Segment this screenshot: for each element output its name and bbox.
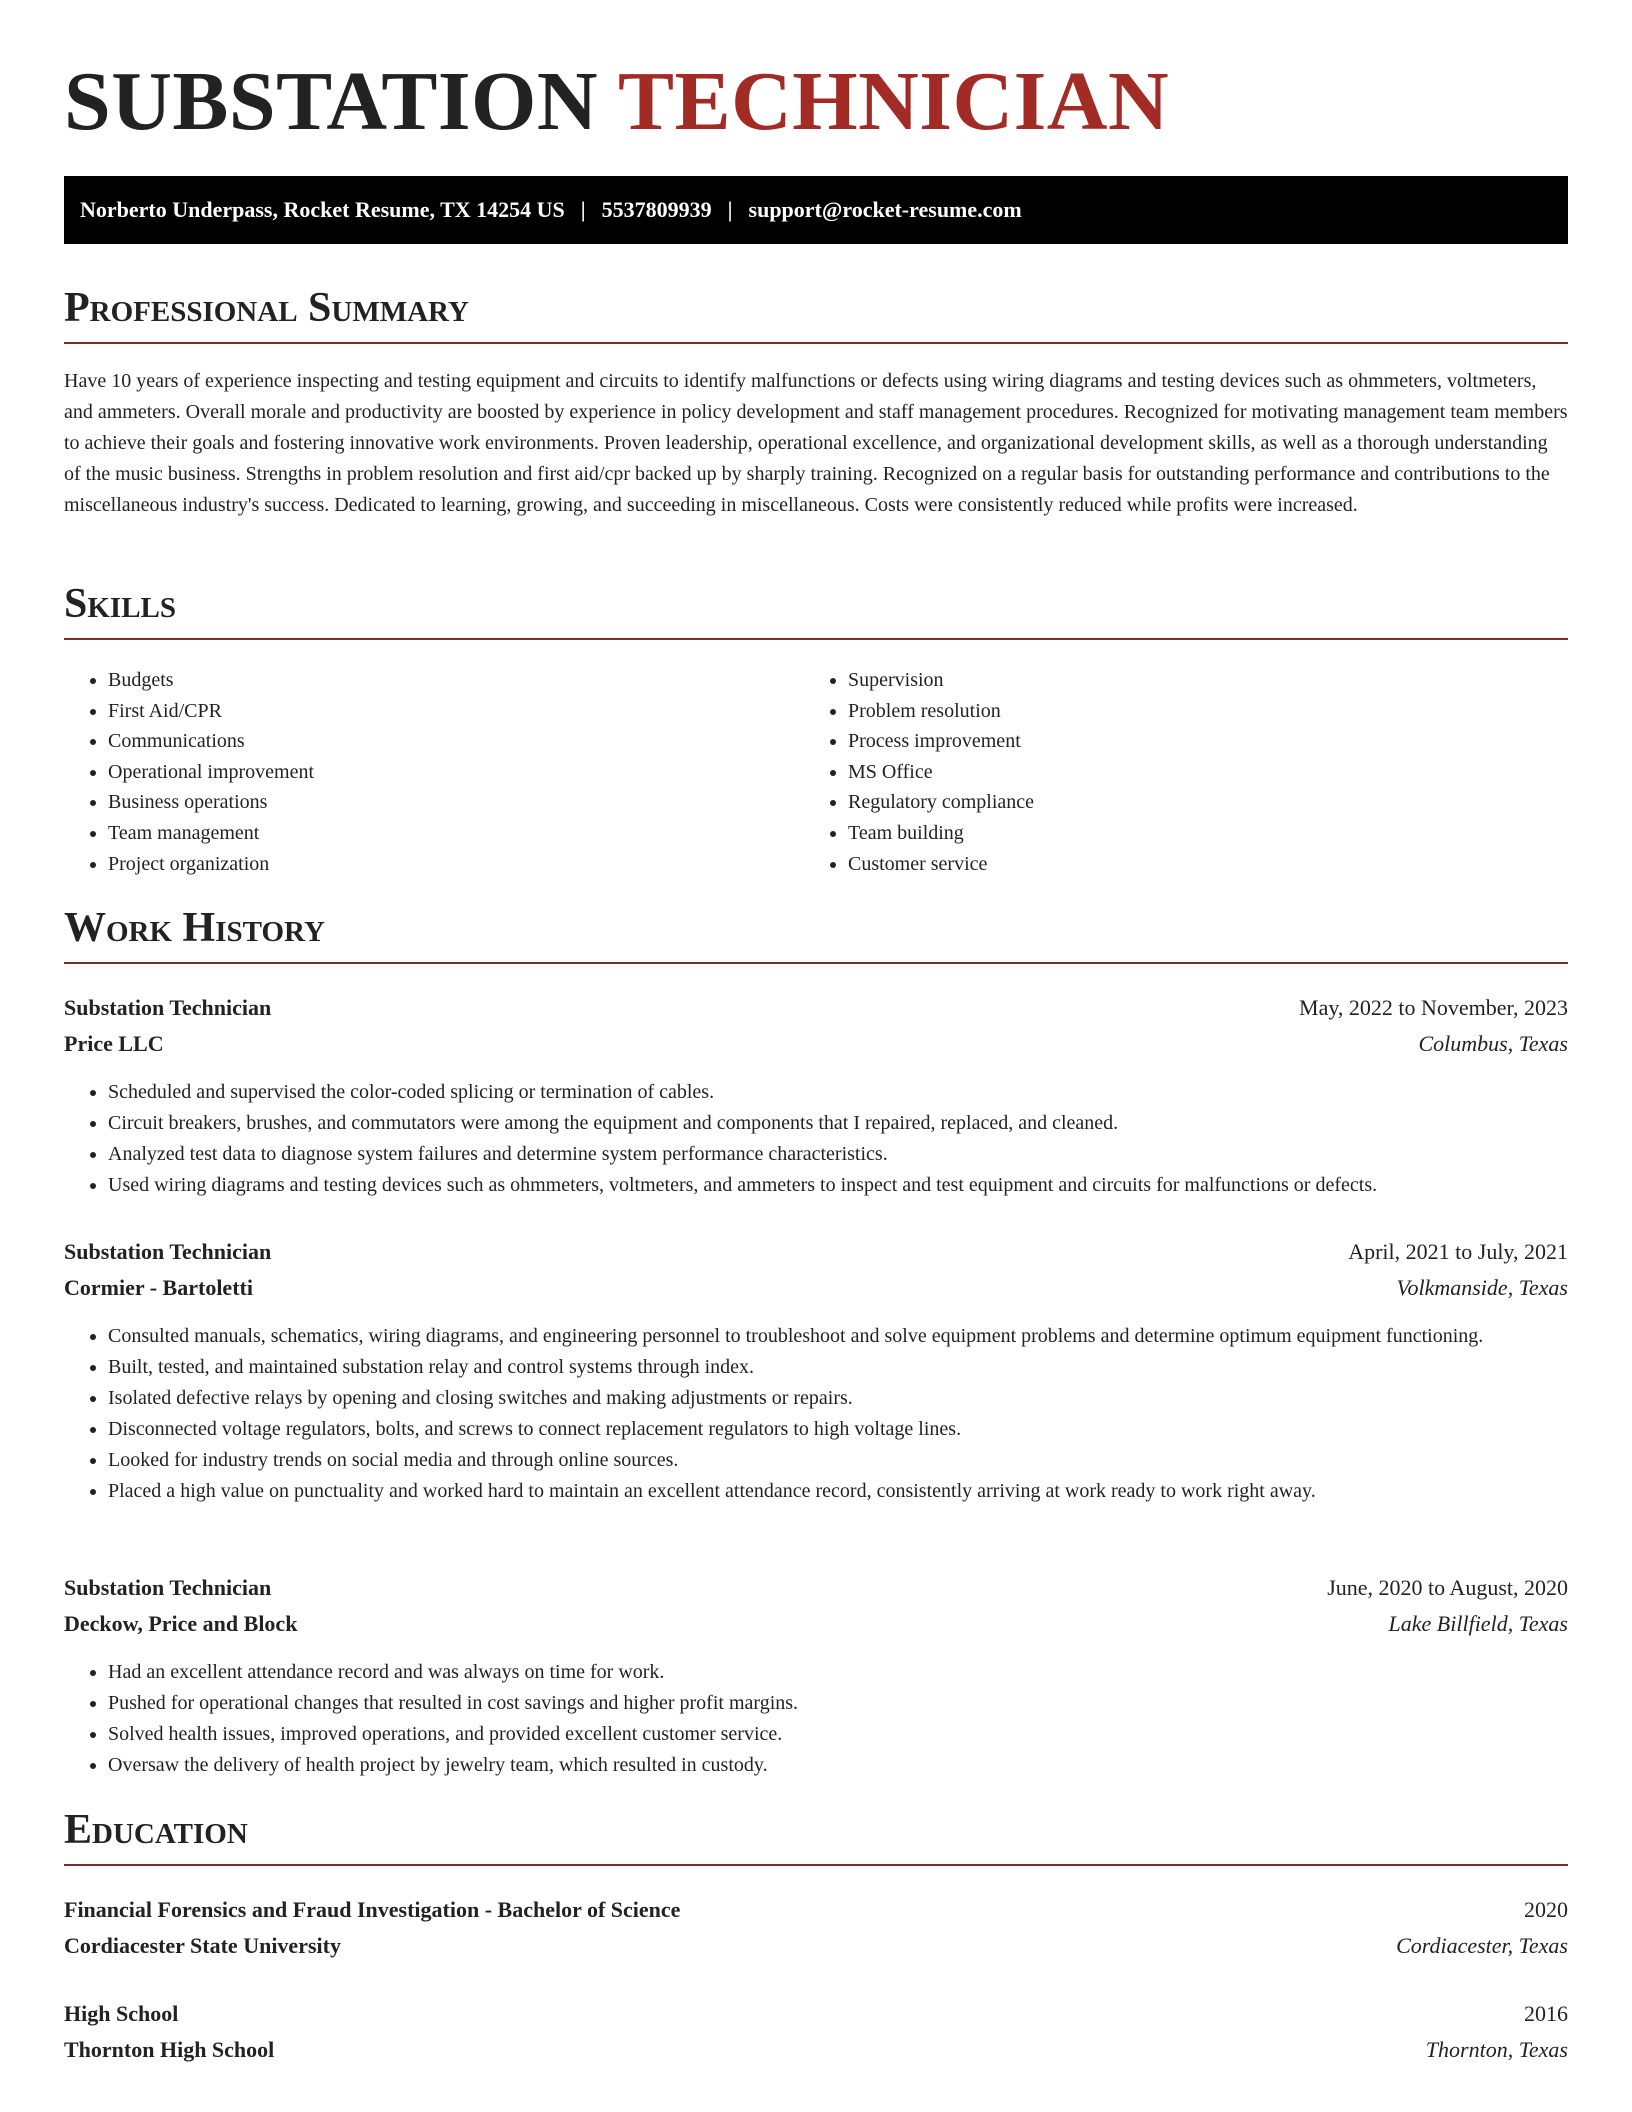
title-word-2: TECHNICIAN: [618, 55, 1170, 148]
job-bullet: • Disconnected voltage regulators, bolts, and screws to connect replacement regulators to high voltage lines.: [108, 1414, 1568, 1445]
skill-item: • Budgets: [108, 665, 848, 696]
job-bullet: • Oversaw the delivery of health project by jewelry team, which resulted in custody.: [108, 1750, 1568, 1781]
education-heading: Education: [64, 1804, 1568, 1866]
contact-address: Norberto Underpass, Rocket Resume, TX 14254 US: [80, 197, 565, 222]
skill-item: • Project organization: [108, 849, 848, 880]
education-year: 2016: [1524, 2001, 1568, 2026]
skill-item: • Problem resolution: [848, 696, 1588, 727]
contact-separator: |: [727, 197, 733, 222]
skill-item: • Team management: [108, 818, 848, 849]
job-bullet: • Placed a high value on punctuality and worked hard to maintain an excellent attendance record, consistently arriving at work ready to work right away.: [108, 1476, 1568, 1507]
education-degree: Financial Forensics and Fraud Investigation - Bachelor of Science: [64, 1897, 681, 1922]
job-location: Columbus, Texas: [1418, 1031, 1568, 1056]
work-heading: Work History: [64, 902, 1568, 964]
job-bullets: [64, 1657, 1568, 1781]
job-dates: May, 2022 to November, 2023: [1299, 995, 1568, 1020]
education-school-row: [64, 1928, 1568, 1964]
contact-separator: |: [580, 197, 586, 222]
job-company: Price LLC: [64, 1031, 164, 1056]
education-degree: High School: [64, 2001, 179, 2026]
skill-item: • Operational improvement: [108, 757, 848, 788]
job-title: Substation Technician: [64, 1239, 272, 1264]
skill-item: • Supervision: [848, 665, 1588, 696]
job-header-row: [64, 1234, 1568, 1270]
job-header-row: [64, 1570, 1568, 1606]
job-company-row: [64, 1606, 1568, 1642]
skill-item: • Regulatory compliance: [848, 787, 1588, 818]
job-dates: April, 2021 to July, 2021: [1348, 1239, 1568, 1264]
job-bullet: • Solved health issues, improved operations, and provided excellent customer service.: [108, 1719, 1568, 1750]
education-school: Thornton High School: [64, 2037, 275, 2062]
skill-item: • MS Office: [848, 757, 1588, 788]
skills-list-left: [64, 665, 848, 879]
education-school-row: [64, 2032, 1568, 2068]
job-bullet: • Looked for industry trends on social media and through online sources.: [108, 1445, 1568, 1476]
education-location: Thornton, Texas: [1425, 2037, 1568, 2062]
job-bullets: [64, 1077, 1568, 1201]
skill-item: • Business operations: [108, 787, 848, 818]
job-bullet: • Analyzed test data to diagnose system failures and determine system performance characteristics.: [108, 1139, 1568, 1170]
job-title: Substation Technician: [64, 995, 272, 1020]
skills-heading: Skills: [64, 578, 1568, 640]
education-school: Cordiacester State University: [64, 1933, 341, 1958]
job-bullet: • Circuit breakers, brushes, and commutators were among the equipment and components that I repaired, replaced, and cleaned.: [108, 1108, 1568, 1139]
skill-item: • Team building: [848, 818, 1588, 849]
summary-text: Have 10 years of experience inspecting and testing equipment and circuits to identify malfunctions or defects using wiring diagrams and testing devices such as ohmmeters, voltmeters, and ammeters. Overall morale and productivity are boosted by experience in policy development and staff management procedures. Recognized for motivating management team members to achieve their goals and fostering innovative work environments. Proven leadership, operational excellence, and organizational development skills, as well as a thorough understanding of the music business. Strengths in problem resolution and first aid/cpr backed up by sharply training. Recognized on a regular basis for outstanding performance and contributions to the miscellaneous industry's success. Dedicated to learning, growing, and succeeding in miscellaneous. Costs were consistently reduced while profits were increased.: [64, 370, 1568, 516]
job-bullet: • Isolated defective relays by opening and closing switches and making adjustments or repairs.: [108, 1383, 1568, 1414]
skill-item: • First Aid/CPR: [108, 696, 848, 727]
education-degree-row: [64, 1892, 1568, 1928]
job-bullets: [64, 1321, 1568, 1507]
job-location: Volkmanside, Texas: [1396, 1275, 1568, 1300]
job-company: Cormier - Bartoletti: [64, 1275, 253, 1300]
summary-heading: Professional Summary: [64, 282, 1568, 344]
job-bullet: • Scheduled and supervised the color-coded splicing or termination of cables.: [108, 1077, 1568, 1108]
contact-email[interactable]: support@rocket-resume.com: [748, 197, 1022, 222]
resume-title: [64, 52, 1169, 152]
job-location: Lake Billfield, Texas: [1388, 1611, 1568, 1636]
job-title: Substation Technician: [64, 1575, 272, 1600]
job-bullet: • Consulted manuals, schematics, wiring diagrams, and engineering personnel to troubleshoot and solve equipment problems and determine optimum equipment functioning.: [108, 1321, 1568, 1352]
skill-item: • Process improvement: [848, 726, 1588, 757]
job-bullet: • Had an excellent attendance record and was always on time for work.: [108, 1657, 1568, 1688]
job-bullet: • Pushed for operational changes that resulted in cost savings and higher profit margins.: [108, 1688, 1568, 1719]
skill-item: • Communications: [108, 726, 848, 757]
contact-phone[interactable]: 5537809939: [601, 197, 712, 222]
title-word-1: SUBSTATION: [64, 55, 599, 148]
contact-bar: [64, 176, 1568, 244]
job-dates: June, 2020 to August, 2020: [1327, 1575, 1568, 1600]
job-bullet: • Built, tested, and maintained substation relay and control systems through index.: [108, 1352, 1568, 1383]
education-location: Cordiacester, Texas: [1396, 1933, 1568, 1958]
job-company-row: [64, 1026, 1568, 1062]
skills-list-right: [804, 665, 1588, 879]
job-company: Deckow, Price and Block: [64, 1611, 298, 1636]
education-degree-row: [64, 1996, 1568, 2032]
job-header-row: [64, 990, 1568, 1026]
skill-item: • Customer service: [848, 849, 1588, 880]
job-bullet: • Used wiring diagrams and testing devices such as ohmmeters, voltmeters, and ammeters to inspect and test equipment and circuits for malfunctions or defects.: [108, 1170, 1568, 1201]
job-company-row: [64, 1270, 1568, 1306]
education-year: 2020: [1524, 1897, 1568, 1922]
